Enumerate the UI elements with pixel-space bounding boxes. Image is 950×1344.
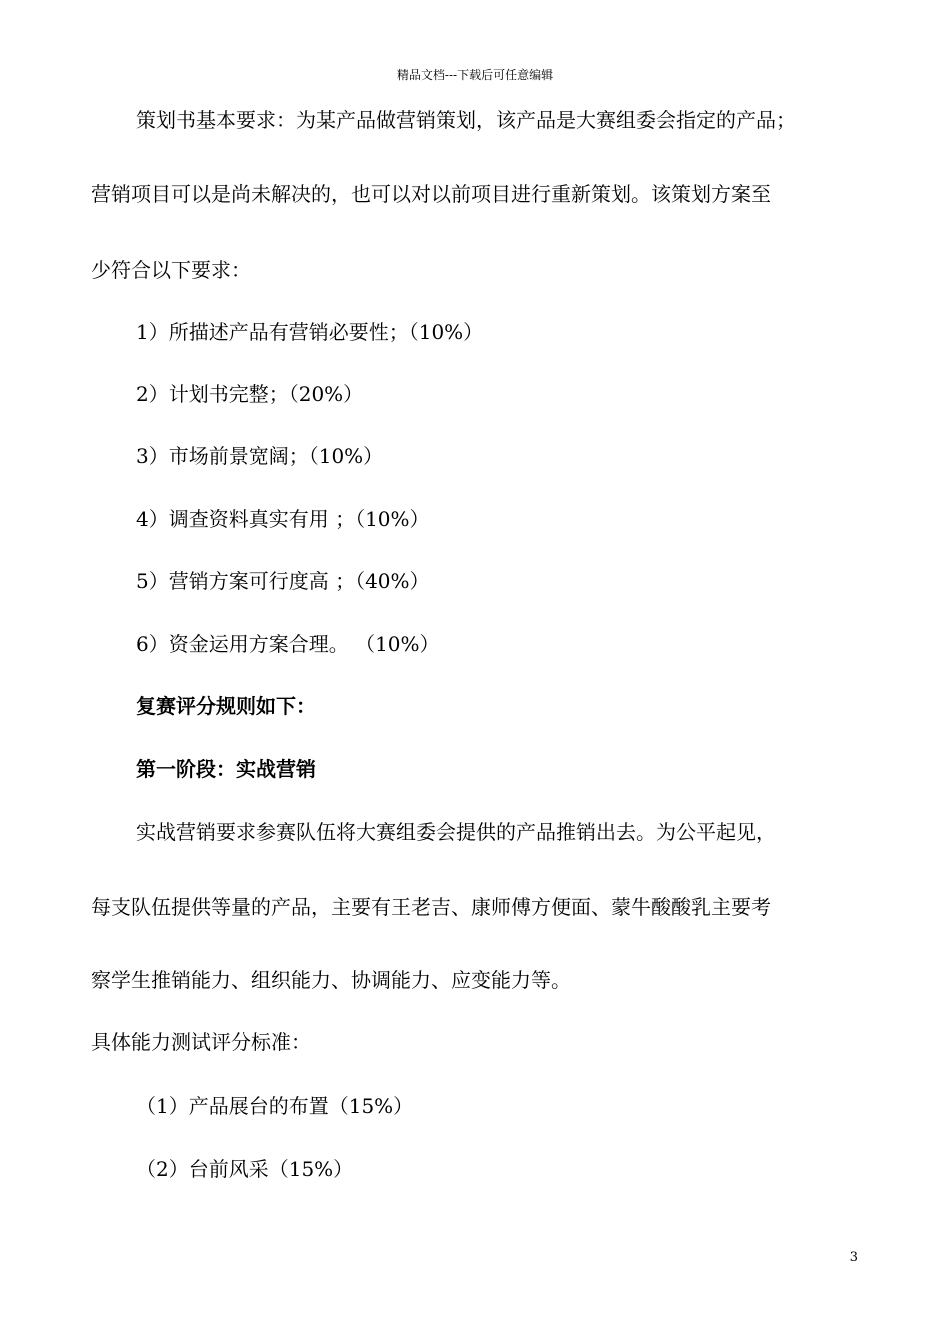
paragraph-line: 营销项目可以是尚未解决的，也可以对以前项目进行重新策划。该策划方案至 xyxy=(91,182,771,206)
page-number: 3 xyxy=(849,1250,858,1265)
standard-item: （1）产品展台的布置（15%） xyxy=(136,1094,414,1118)
paragraph-line: 察学生推销能力、组织能力、协调能力、应变能力等。 xyxy=(91,968,571,992)
standards-title: 具体能力测试评分标准： xyxy=(91,1030,311,1054)
paragraph-line: 少符合以下要求： xyxy=(91,258,251,282)
requirement-item: 3）市场前景宽阔；（10%） xyxy=(136,444,384,468)
requirement-item: 6）资金运用方案合理。 （10%） xyxy=(136,632,440,656)
section-heading: 复赛评分规则如下： xyxy=(136,694,316,718)
requirement-item: 2）计划书完整；（20%） xyxy=(136,382,364,406)
requirement-item: 1）所描述产品有营销必要性；（10%） xyxy=(136,320,484,344)
paragraph-line: 策划书基本要求：为某产品做营销策划，该产品是大赛组委会指定的产品； xyxy=(136,108,796,132)
paragraph-line: 每支队伍提供等量的产品，主要有王老吉、康师傅方便面、蒙牛酸酸乳主要考 xyxy=(91,895,771,919)
requirement-item: 5）营销方案可行度高 ；（40%） xyxy=(136,569,430,593)
page-header: 精品文档---下载后可任意编辑 xyxy=(396,68,554,82)
standard-item: （2）台前风采（15%） xyxy=(136,1157,354,1181)
section-heading: 第一阶段：实战营销 xyxy=(136,757,316,781)
paragraph-line: 实战营销要求参赛队伍将大赛组委会提供的产品推销出去。为公平起见， xyxy=(136,820,776,844)
requirement-item: 4）调查资料真实有用 ；（10%） xyxy=(136,507,430,531)
